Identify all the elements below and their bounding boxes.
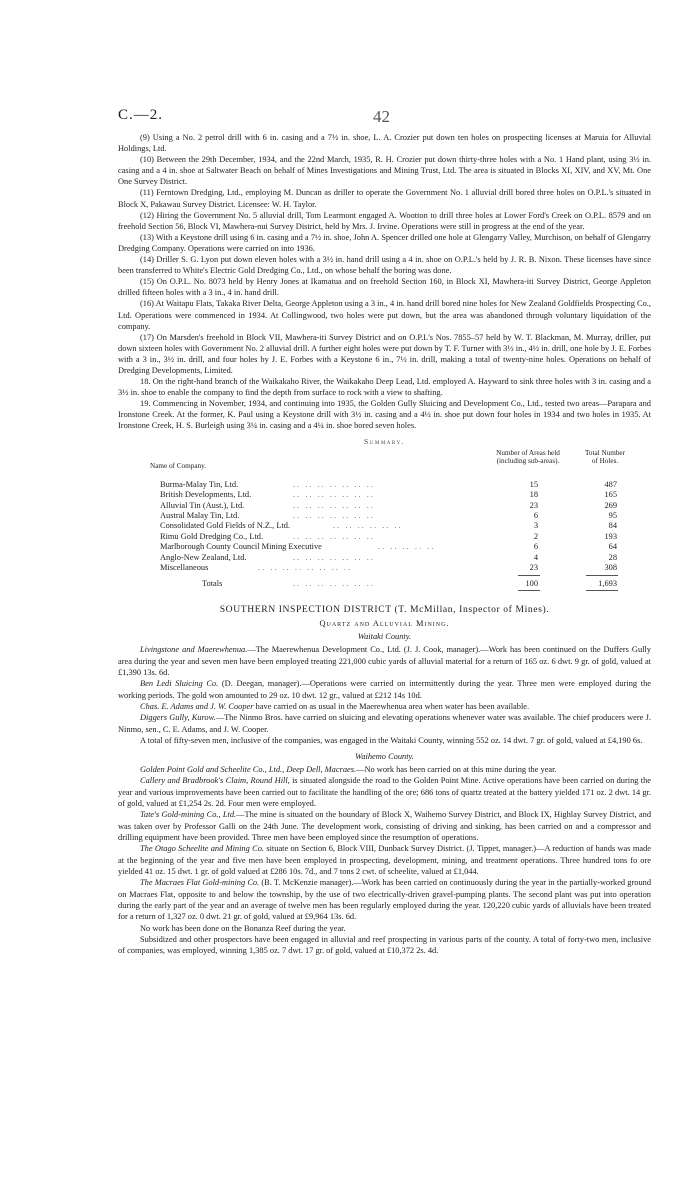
leader-dots: .. .. .. .. .. .. .. .. (258, 563, 353, 572)
paragraph (118, 678, 651, 701)
paragraph (118, 923, 651, 934)
areas-value: 23 (529, 500, 538, 510)
holes-value: 28 (608, 552, 617, 562)
company-name: Rimu Gold Dredging Co., Ltd. (160, 531, 264, 541)
paragraph-lead: Golden Point Gold and Scheelite Co., Ltd., Deep Dell, Macraes. (140, 764, 357, 774)
leader-dots: .. .. .. .. .. .. .. (293, 490, 375, 500)
mining-subtitle: Quartz and Alluvial Mining. (319, 618, 450, 628)
holes-value: 84 (608, 521, 617, 531)
company-name: British Developments, Ltd. (160, 490, 252, 500)
summary-row (118, 552, 651, 562)
paragraph-lead: Livingstone and Maerewhenua. (140, 645, 248, 655)
areas-value: 15 (529, 479, 538, 489)
holes-value: 165 (604, 490, 617, 500)
paragraph-lead: Tate's Gold-mining Co., Ltd. (140, 810, 237, 820)
company-name: Consolidated Gold Fields of N.Z., Ltd. (160, 521, 291, 531)
summary-header (118, 449, 651, 479)
summary-row (118, 489, 651, 499)
paragraph: (9) Using a No. 2 petrol drill with 6 in. casing and a 7½ in. shoe, L. A. Crozier put down ten holes on prospecting licenses at Maruia for Alluvial Holdings, Ltd. (118, 133, 651, 154)
paragraph-text: have carried on as usual in the Maerewhenua area when water has been available. (253, 702, 530, 712)
paragraph-lead: Diggers Gully, Kurow. (140, 713, 216, 723)
paragraph (118, 764, 651, 775)
paragraph-text: (B. T. McKenzie manager).—Work has been carried on continuously during the year in the partially-worked ground on Macraes Flat, opposite to and below the township, by the use of two electrically-driven gravel-pumping plants. The second plant was put into operation during the early part of the year and an average of twelve men has been regularly employed during the year. 120,220 cubic yards of alluvials have been treated for a return of 1,327 oz. 0 dwt. 21 gr. of gold, valued at £9,964 13s. 6d. (118, 878, 652, 922)
summary-row (118, 541, 651, 551)
company-name: Alluvial Tin (Aust.), Ltd. (160, 500, 245, 510)
summary-title: Summary. (364, 436, 405, 446)
paragraph: (11) Ferntown Dredging, Ltd., employing M. Duncan as driller to operate the Government No. 1 alluvial drill bored three holes on O.P.L.'s situated in Block X, Pakawau Survey District. Licensee: W. H. Taylor. (118, 188, 651, 209)
paragraph: 18. On the right-hand branch of the Waikakaho River, the Waikakaho Deep Lead, Ltd. employed A. Hayward to sink three holes with 3 in. casing and a 3½ in. shoe to enable the company to find the depth from surface to rock with a view to shafting. (118, 377, 651, 398)
paragraph: (14) Driller S. G. Lyon put down eleven holes with a 3½ in. hand drill using a 4 in. shoe on O.P.L.'s held by J. R. B. Nixon. These licenses have since been transferred to White's Electric Gold Dredging Co., Ltd., on whose behalf the boring was done. (118, 255, 651, 276)
holes-value: 95 (608, 511, 617, 521)
paragraph (118, 644, 651, 678)
holes-top-rule (586, 575, 618, 576)
company-name: Austral Malay Tin, Ltd. (160, 511, 240, 521)
summary-row (118, 562, 651, 572)
summary-row (118, 500, 651, 510)
paragraph: (16) At Waitapu Flats, Takaka River Delta, George Appleton using a 3 in., 4 in. hand drill bored nine holes for New Zealand Goldfields Prospecting Co., Ltd. Operations were commenced in 1934. At Collingwood, two holes were put down, but the area was abandoned through voluntary liquidation of the company. (118, 299, 651, 331)
paragraph-lead: The Otago Scheelite and Mining Co. (140, 844, 265, 854)
summary-col-holes: Total Number of Holes. (585, 448, 626, 466)
summary-col-name: Name of Company. (150, 461, 207, 470)
paragraph-lead: Ben Ledi Sluicing Co. (140, 679, 219, 689)
areas-value: 6 (533, 542, 538, 552)
paragraph-text: —The mine is situated on the boundary of Block X, Waihemo Survey District, and Block IX, Highlay Survey District, and was taken over by Professor Galli on the 24th June. The development work, consisting of driving and sinking, has been carried on and a compressor and drilling equipment have been provided. Three men have been employed since the resumption of operations. (118, 810, 652, 842)
paragraph: (15) On O.P.L. No. 8073 held by Henry Jones at Ikamatua and on freehold Section 160, in Block XI, Mawhera-iti Survey District, George Appleton drilled fifteen holes with a 3 in., 4 in. hand drill. (118, 277, 651, 298)
waihemo-county-heading: Waihemo County. (355, 751, 414, 761)
report-reference: C.—2. (118, 107, 164, 123)
paragraph (118, 877, 651, 922)
paragraph-text: (D. Deegan, manager).—Operations were carried on intermittently during the year. Three men were employed during the working periods. The gold won amounted to 29 oz. 10 dwt. 12 gr., valued at £212 14s 10d. (118, 679, 651, 700)
paragraph-text: —The Maerewhenua Development Co., Ltd. (J. J. Cook, manager).—Work has been continued on the Duffers Gully area during the year and seven men have been employed treating 221,000 cubic yards of alluvial material for a return of 165 oz. 6 dwt. 9 gr. of gold, valued at £1,390 13s. 6d. (118, 645, 651, 678)
total-holes: 1,693 (598, 579, 617, 589)
summary-col-areas: Number of Areas held (including sub-areas). (496, 448, 560, 466)
paragraph: (12) Hiring the Government No. 5 alluvial drill, Tom Learmont engaged A. Wootton to drill three holes at Lower Ford's Creek on O.P.L. 8579 and on freehold Section 56, Block VI, Mawhera-nui Survey District, held by Mrs. J. Irvine. Operations were still in progress at the end of the year. (118, 210, 651, 231)
summary-row (118, 520, 651, 530)
summary-row (118, 479, 651, 489)
paragraph-text: Subsidized and other prospectors have been engaged in alluvial and reef prospecting in various parts of the county. A total of forty-two men, inclusive of companies, was employed, winning 1,385 oz. 7 dwt. 17 gr. of gold, valued at £10,372 2s. 4d. (118, 935, 651, 956)
prospecting-section (118, 132, 651, 957)
paragraph: (13) With a Keystone drill using 6 in. casing and a 7½ in. shoe, John A. Spencer drilled one hole at Glengarry Valley, Murchison, on behalf of Glengarry Dredging Company. Operations were carried on into 1936. (118, 232, 651, 253)
leader-dots: .. .. .. .. .. .. .. (293, 531, 375, 541)
paragraph (118, 701, 651, 712)
areas-value: 3 (533, 521, 538, 531)
page-header (118, 107, 588, 129)
leader-dots: .. .. .. .. .. .. .. (293, 579, 375, 589)
paragraph-lead: Chas. E. Adams and J. W. Cooper (140, 702, 254, 712)
company-name: Anglo-New Zealand, Ltd. (160, 552, 247, 562)
areas-bottom-rule (518, 590, 540, 591)
paragraph (118, 934, 651, 957)
leader-dots: .. .. .. .. .. .. .. (293, 479, 375, 489)
summary-row (118, 510, 651, 520)
areas-value: 6 (533, 511, 538, 521)
holes-bottom-rule (586, 590, 618, 591)
paragraph-text: —The Ninmo Bros. have carried on sluicing and elevating operations whenever water was available. The chief producers were J. Ninmo, sen., C. E. Adams, and J. W. Cooper. (118, 713, 651, 734)
paragraph-lead: Callery and Bradbrook's Claim, Round Hill, (140, 776, 290, 786)
paragraph-text: —No work has been carried on at this mine during the year. (356, 764, 557, 774)
paragraph-text: A total of fifty-seven men, inclusive of the companies, was engaged in the Waitaki County, winning 552 oz. 14 dwt. 7 gr. of gold, valued at £4,190 6s. (140, 736, 643, 746)
summary-row (118, 531, 651, 541)
paragraph (118, 712, 651, 735)
leader-dots: .. .. .. .. .. .. (333, 521, 403, 531)
areas-value: 2 (533, 531, 538, 541)
company-name: Miscellaneous (160, 563, 209, 572)
southern-district-title: SOUTHERN INSPECTION DISTRICT (T. McMillan, Inspector of Mines). (219, 604, 550, 616)
leader-dots: .. .. .. .. .. (378, 542, 436, 552)
page-number: 42 (373, 107, 390, 126)
paragraph: 19. Commencing in November, 1934, and continuing into 1935, the Golden Gully Sluicing and Development Co., Ltd., tested two areas—Parapara and Ironstone Creek. At the former, K. Paul using a Keystone drill with 3½ in. casing and a 4½ in. shoe put down four holes in 1934 and two holes in 1935. At Ironstone Creek, H. S. Burleigh using 3¼ in. casing and a 4¼ in. shoe bored seven holes. (118, 399, 651, 431)
areas-value: 4 (533, 552, 538, 562)
paragraph-text: is situated alongside the road to the Golden Point Mine. Active operations have been carried on during the year and various improvements have been carried out to facilitate the handling of the ore; 686 tons of quartz treated at the battery yielded 171 oz. 2 dwt. 14 gr. of gold, valued at £1,254 2s. 2d. Four men were employed. (118, 776, 651, 808)
paragraph-lead: The Macraes Flat Gold-mining Co. (140, 878, 260, 888)
areas-value: 23 (529, 563, 538, 572)
paragraph-text: situate on Section 6, Block VIII, Dunback Survey District. (J. Tippet, manager.)—A reduction of hands was made at the beginning of the year and five men have been employed in prospecting, development, mining, and treatment operations. Three hundred tons fo ore yielded 41 oz. 15 dwt. 1 gr. of gold valued at £286 10s. 7d., and 7 tons 2 cwt. of scheelite, valued at £1,044. (118, 844, 651, 876)
company-name: Burma-Malay Tin, Ltd. (160, 479, 239, 489)
holes-value: 487 (604, 479, 617, 489)
holes-value: 64 (608, 542, 617, 552)
areas-top-rule (518, 575, 540, 576)
totals-label: Totals (202, 579, 223, 589)
paragraph (118, 843, 651, 877)
company-name: Marlborough County Council Mining Executive (160, 542, 322, 552)
page-body (118, 132, 700, 957)
leader-dots: .. .. .. .. .. .. .. (293, 552, 375, 562)
paragraph (118, 809, 651, 843)
summary-totals-row (118, 578, 651, 592)
waitaki-county-heading: Waitaki County. (357, 632, 412, 642)
holes-value: 269 (604, 500, 617, 510)
paragraph (118, 775, 651, 809)
total-areas: 100 (525, 579, 538, 589)
paragraph (118, 735, 651, 746)
areas-value: 18 (529, 490, 538, 500)
leader-dots: .. .. .. .. .. .. .. (293, 500, 375, 510)
holes-value: 308 (604, 563, 617, 572)
paragraph: (10) Between the 29th December, 1934, and the 22nd March, 1935, R. H. Crozier put down thirty-three holes with a No. 1 Hand plant, using 3½ in. casing and a 4 in. shoe at Saltwater Beach on behalf of Mines Investigations and Mining Trust, Ltd. The area is situated in Blocks XI, XIV, and XV, Mt. One One Survey District. (118, 155, 651, 187)
paragraph-text: No work has been done on the Bonanza Reef during the year. (140, 923, 346, 933)
leader-dots: .. .. .. .. .. .. .. (293, 511, 375, 521)
paragraph: (17) On Marsden's freehold in Block VII, Mawhera-iti Survey District and on O.P.L's Nos. 7855–57 held by W. T. Blackman, M. Murray, driller, put down sixteen holes with Government No. 2 alluvial drill. A further eight holes were put down by T. F. Turner with 3½ in., 4½ in. drill, one hole by J. E. Forbes with a 3 in., 3½ in. drill, and four holes by J. E. Forbes with a Keystone 6 in., 7½ in. drill, making a total of twenty-nine holes. Operations on behalf of Dredging Developments, Limited. (118, 332, 651, 375)
holes-value: 193 (604, 531, 617, 541)
